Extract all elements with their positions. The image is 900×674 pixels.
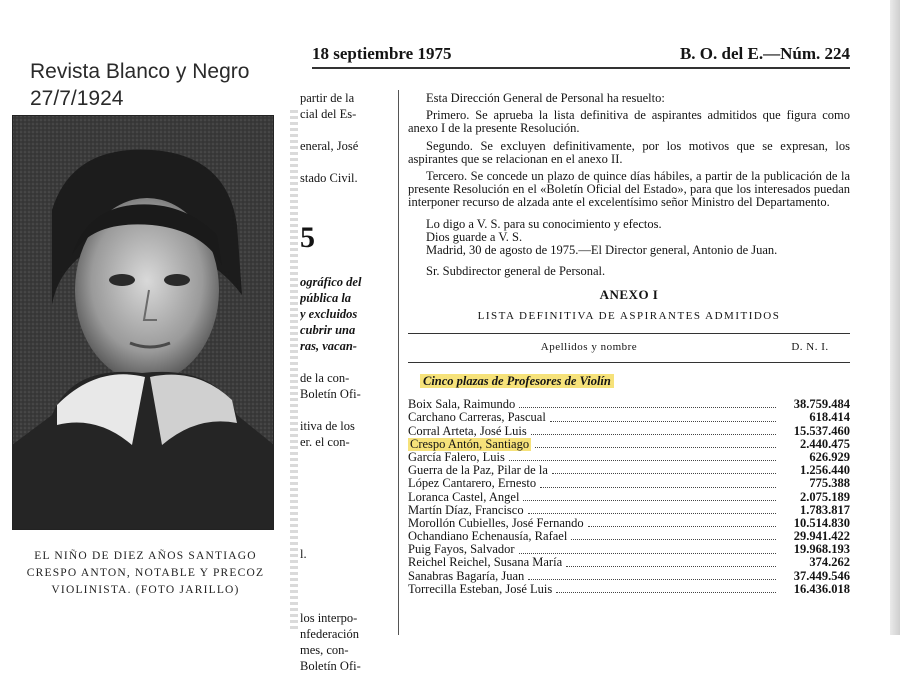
section-title (420, 375, 850, 388)
left-fragment-line (300, 482, 390, 498)
header-journal: B. O. del E.—Núm. 224 (679, 44, 850, 63)
applicant-name: Crespo Antón, Santiago (410, 436, 530, 451)
leader-dots (556, 592, 776, 593)
applicant-name: Carchano Carreras, Pascual (408, 410, 546, 425)
left-fragment-line (300, 562, 390, 578)
applicant-name: Puig Fayos, Salvador (408, 542, 515, 557)
applicant-name: Morollón Cubielles, José Fernando (408, 515, 584, 530)
left-fragment-line: stado Civil. (300, 171, 358, 185)
applicant-dni: 618.414 (809, 410, 850, 425)
magazine-date: 27/7/1924 (30, 87, 124, 110)
leader-dots (566, 566, 776, 567)
applicant-dni: 15.537.460 (793, 423, 850, 438)
left-fragment-line: pública la (300, 291, 352, 305)
leader-dots (519, 553, 776, 554)
left-fragment-line: de la con- (300, 371, 350, 385)
applicant-name: Corral Arteta, José Luis (408, 423, 527, 438)
page-edge (890, 0, 900, 635)
left-fragment-line: mes, con- (300, 643, 349, 657)
applicant-name: Sanabras Bagaría, Juan (408, 568, 525, 583)
applicant-dni: 1.256.440 (800, 463, 850, 478)
left-fragment-line: itiva de los (300, 419, 355, 433)
left-fragment-line (300, 202, 390, 218)
left-fragment-line (300, 530, 390, 546)
main-column (408, 92, 850, 596)
resolution-second: Segundo. Se excluyen definitivamente, por los motivos que se expresan, los aspirantes que se relacionan en el anexo II. (408, 138, 850, 166)
newspaper-header (312, 44, 850, 69)
applicant-row (408, 411, 850, 424)
leader-dots (509, 460, 776, 461)
magazine-caption (30, 58, 249, 112)
left-fragment-line (300, 258, 390, 274)
left-fragment-line (300, 122, 390, 138)
photo-caption-line: VIOLINISTA. (FOTO JARILLO) (51, 584, 240, 596)
applicant-row (408, 477, 850, 490)
leader-dots (552, 473, 776, 474)
portrait-photo (12, 115, 274, 530)
applicant-name: Torrecilla Esteban, José Luis (408, 581, 553, 596)
left-fragment-line (300, 498, 390, 514)
applicant-dni: 775.388 (809, 476, 850, 491)
applicant-row (408, 583, 850, 596)
leader-dots (531, 434, 776, 435)
left-fragment-line (300, 578, 390, 594)
left-fragment-line: Boletín Ofi- (300, 659, 361, 673)
applicant-dni: 29.941.422 (793, 529, 850, 544)
applicant-dni: 37.449.546 (793, 568, 850, 583)
applicant-dni: 10.514.830 (793, 515, 850, 530)
left-fragment-line: 5 (300, 221, 315, 254)
applicant-dni: 2.440.475 (800, 436, 850, 451)
applicant-dni: 2.075.189 (800, 489, 850, 504)
applicant-name: Loranca Castel, Angel (408, 489, 520, 504)
left-fragment-line: ras, vacan- (300, 339, 357, 353)
left-fragment-line: eneral, José (300, 139, 359, 153)
left-fragment-line: nfederación (300, 627, 359, 641)
column-header-dni: D. N. I. (791, 340, 829, 353)
resolution-first: Primero. Se aprueba la lista definitiva de aspirantes admitidos que figura como anexo I de la presente Resolución. (408, 108, 850, 136)
resolution-intro: Esta Dirección General de Personal ha resuelto: (426, 91, 665, 105)
left-fragment-line: partir de la (300, 91, 355, 105)
applicant-list (408, 398, 850, 596)
applicant-dni: 16.436.018 (793, 581, 850, 596)
applicant-dni: 19.968.193 (793, 542, 850, 557)
applicant-name: García Falero, Luis (408, 449, 505, 464)
table-header (408, 333, 850, 363)
column-rule (398, 90, 399, 635)
left-fragment-line: er. el con- (300, 435, 350, 449)
left-fragment-line: cial del Es- (300, 107, 357, 121)
signature-line: Madrid, 30 de agosto de 1975.—El Director general, Antonio de Juan. (426, 243, 778, 258)
leader-dots (571, 539, 776, 540)
left-fragment-line (300, 186, 390, 202)
applicant-name: Guerra de la Paz, Pilar de la (408, 463, 548, 478)
applicant-name: López Cantarero, Ernesto (408, 476, 537, 491)
annex-title: ANEXO I (599, 287, 659, 303)
left-fragment-line: Boletín Ofi- (300, 387, 361, 401)
leader-dots (540, 487, 776, 488)
leader-dots (535, 447, 776, 448)
left-fragment-line: ográfico del (300, 275, 362, 289)
leader-dots (519, 407, 776, 408)
applicant-dni: 626.929 (809, 449, 850, 464)
column-header-name: Apellidos y nombre (540, 340, 638, 353)
left-fragment-line: cubrir una (300, 323, 356, 337)
scan-edge-divider (290, 110, 298, 630)
applicant-dni: 1.783.817 (800, 502, 850, 517)
photo-caption (8, 548, 283, 599)
left-fragment-line (300, 514, 390, 530)
left-fragment-line: y excluidos (300, 307, 358, 321)
applicant-name: Reichel Reichel, Susana María (408, 555, 563, 570)
left-fragment-line (300, 450, 390, 466)
applicant-dni: 38.759.484 (793, 397, 850, 412)
left-fragment-line (300, 402, 390, 418)
resolution-third: Tercero. Se concede un plazo de quince días hábiles, a partir de la publicación de la presente Resolución en el «Boletín Oficial del Estado», para que los interesados puedan interponer recurso de alzada ante el excelentísimo señor Ministro del Departamento. (408, 169, 850, 210)
left-fragment-line (300, 154, 390, 170)
list-title: LISTA DEFINITIVA DE ASPIRANTES ADMITIDOS (477, 309, 781, 322)
left-fragment-line (300, 466, 390, 482)
addressee-line: Sr. Subdirector general de Personal. (426, 264, 606, 279)
header-date: 18 septiembre 1975 (312, 44, 452, 63)
photo-caption-line: EL NIÑO DE DIEZ AÑOS SANTIAGO (34, 550, 257, 562)
left-fragment-line: los interpo- (300, 611, 358, 625)
section-title-text: Cinco plazas de Profesores de Violín (420, 374, 614, 388)
left-column-fragments (300, 90, 390, 674)
leader-dots (523, 500, 776, 501)
applicant-name: Boix Sala, Raimundo (408, 397, 516, 412)
photo-caption-line: CRESPO ANTON, NOTABLE Y PRECOZ (26, 567, 265, 579)
applicant-name: Ochandiano Echenausía, Rafael (408, 529, 568, 544)
left-fragment-line (300, 354, 390, 370)
applicant-row (408, 570, 850, 583)
applicant-row (408, 504, 850, 517)
closing-line: Lo digo a V. S. para su conocimiento y efectos. (426, 216, 662, 231)
applicant-name: Martín Díaz, Francisco (408, 502, 524, 517)
leader-dots (528, 579, 776, 580)
left-fragment-line (300, 594, 390, 610)
leader-dots (528, 513, 776, 514)
leader-dots (550, 421, 776, 422)
magazine-name: Revista Blanco y Negro (30, 60, 250, 83)
closing-greeting: Dios guarde a V. S. (426, 229, 523, 244)
applicant-row (408, 557, 850, 570)
left-fragment-line: l. (300, 547, 307, 561)
leader-dots (588, 526, 776, 527)
applicant-row (408, 425, 850, 438)
applicant-dni: 374.262 (809, 555, 850, 570)
applicant-row (408, 491, 850, 504)
